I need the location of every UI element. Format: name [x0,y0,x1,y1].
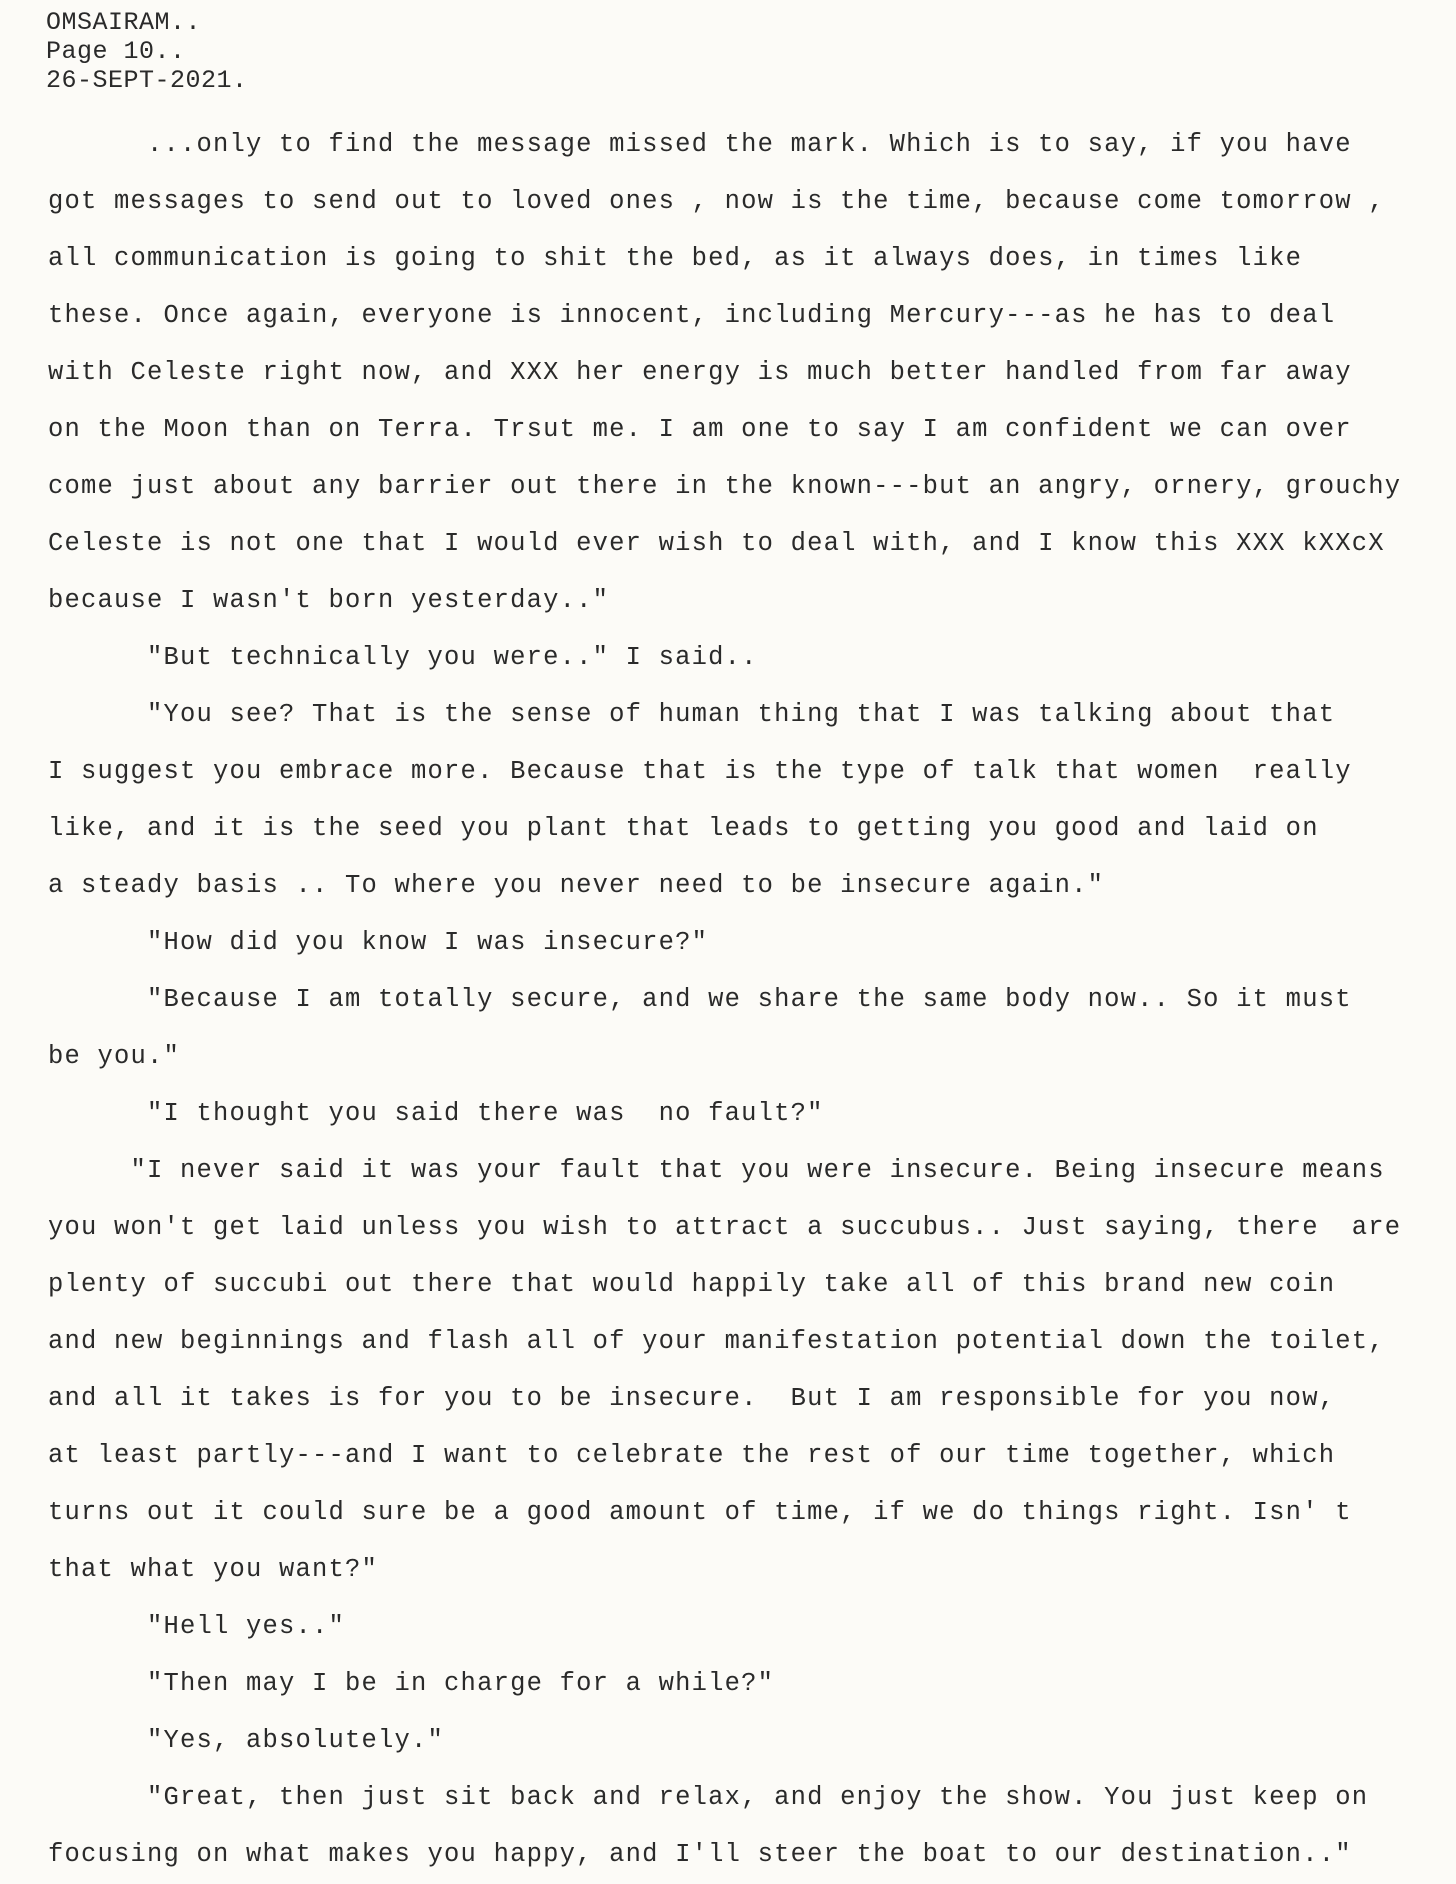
text-line: turns out it could sure be a good amount of time, if we do things right. Isn' t [48,1498,1352,1527]
text-line: "You see? That is the sense of human thing that I was talking about that [48,700,1336,729]
text-line: focusing on what makes you happy, and I'll steer the boat to our destination.." [48,1840,1352,1869]
text-line: "Then may I be in charge for a while?" [48,1669,775,1698]
text-line: "I never said it was your fault that you were insecure. Being insecure means [48,1156,1385,1185]
text-line: "Hell yes.." [48,1612,346,1641]
text-line: you won't get laid unless you wish to attract a succubus.. Just saying, there are [48,1213,1402,1242]
text-line: "Because I am totally secure, and we share the same body now.. So it must [48,985,1352,1014]
text-line: with Celeste right now, and XXX her energy is much better handled from far away [48,358,1352,387]
text-line: and new beginnings and flash all of your manifestation potential down the toilet, [48,1327,1385,1356]
text-line: like, and it is the seed you plant that leads to getting you good and laid on [48,814,1319,843]
body-text [48,116,1448,1883]
text-line: Celeste is not one that I would ever wish to deal with, and I know this XXX kXXcX [48,529,1385,558]
text-line: come just about any barrier out there in the known---but an angry, ornery, grouchy [48,472,1402,501]
text-line: on the Moon than on Terra. Trsut me. I am one to say I am confident we can over [48,415,1352,444]
text-line: all communication is going to shit the bed, as it always does, in times like [48,244,1303,273]
page-header [46,8,248,95]
text-line: "But technically you were.." I said.. [48,643,758,672]
text-line: "How did you know I was insecure?" [48,928,709,957]
header-date: 26-SEPT-2021. [46,66,248,95]
text-line: and all it takes is for you to be insecure. But I am responsible for you now, [48,1384,1336,1413]
header-page-number: Page 10.. [46,37,186,66]
text-line: "Great, then just sit back and relax, and enjoy the show. You just keep on [48,1783,1369,1812]
text-line: I suggest you embrace more. Because that is the type of talk that women really [48,757,1352,786]
text-line: that what you want?" [48,1555,379,1584]
text-line: because I wasn't born yesterday.." [48,586,610,615]
text-line: be you." [48,1042,181,1071]
text-line: a steady basis .. To where you never need to be insecure again." [48,871,1105,900]
text-line: at least partly---and I want to celebrate the rest of our time together, which [48,1441,1336,1470]
header-title: OMSAIRAM.. [46,8,202,37]
text-line: ...only to find the message missed the mark. Which is to say, if you have [48,130,1352,159]
text-line: these. Once again, everyone is innocent, including Mercury---as he has to deal [48,301,1336,330]
text-line: "Yes, absolutely." [48,1726,445,1755]
text-line: "I thought you said there was no fault?" [48,1099,824,1128]
text-line: got messages to send out to loved ones , now is the time, because come tomorrow , [48,187,1385,216]
text-line: plenty of succubi out there that would happily take all of this brand new coin [48,1270,1336,1299]
